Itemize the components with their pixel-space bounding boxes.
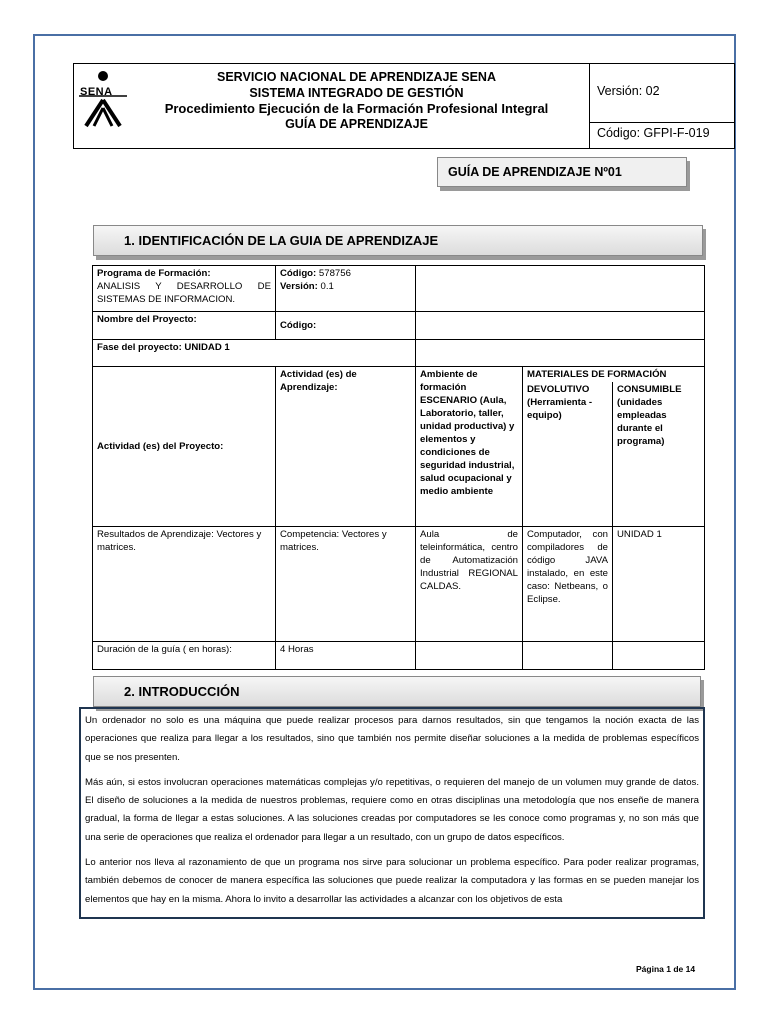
ambiente-label: Ambiente de formación ESCENARIO (Aula, Laboratorio, taller, unidad productiva) y elementos y condiciones de seguridad industrial, salud ocupacional y medio ambiente [416, 367, 523, 527]
programa-cell [93, 266, 276, 312]
programa-label: Programa de Formación: [97, 268, 211, 279]
codigo-label: Código: [280, 268, 317, 279]
version-value: 0.1 [320, 281, 334, 292]
fase-proyecto: Fase del proyecto: UNIDAD 1 [93, 340, 416, 367]
codigo-value: 578756 [318, 268, 351, 279]
intro-paragraph: Más aún, si estos involucran operaciones matemáticas complejas y/o repetitivas, o requieren del manejo de un volumen muy grande de datos. El diseño de soluciones a la medida de nuestros problemas, requiere como en otras disciplinas una metodología que nos enseñe de manera gradual, la forma de llegar a estas soluciones. A las soluciones creadas por computadores se les conoce como programas y, no son más que una serie de operaciones que realiza el ordenador para llegar a un resultado, con un grupo de datos específicos. [85, 776, 699, 843]
header-title-line: SISTEMA INTEGRADO DE GESTIÓN [249, 85, 464, 100]
document-version: Versión: 02 [597, 84, 660, 98]
header-meta [589, 64, 735, 148]
header-title-line: Procedimiento Ejecución de la Formación Profesional Integral [164, 101, 549, 116]
logo-wordmark: SENA [80, 86, 113, 98]
devolutivo-value: Computador, con compiladores de código JAVA instalado, en este caso: Netbeans, o Eclipse. [523, 526, 613, 641]
header-titles [129, 70, 584, 132]
actividad-proyecto-label: Actividad (es) del Proyecto: [93, 367, 276, 527]
section-1-heading: 1. IDENTIFICACIÓN DE LA GUIA DE APRENDIZAJE [93, 225, 703, 256]
materiales-label: MATERIALES DE FORMACIÓN [523, 367, 705, 383]
empty-cell [523, 641, 613, 669]
actividad-aprendizaje-label: Actividad (es) de Aprendizaje: [276, 367, 416, 527]
empty-cell [416, 641, 523, 669]
codigo-cell [276, 266, 416, 312]
consumible-value: UNIDAD 1 [613, 526, 705, 641]
consumible-label: CONSUMIBLE (unidades empleadas durante el programa) [613, 382, 705, 526]
ambiente-value: Aula de teleinformática, centro de Automatización Industrial REGIONAL CALDAS. [416, 526, 523, 641]
resultados-aprendizaje: Resultados de Aprendizaje: Vectores y matrices. [93, 526, 276, 641]
guide-number-box: GUÍA DE APRENDIZAJE Nº01 [437, 157, 687, 187]
introduction-text-box [79, 707, 705, 919]
intro-paragraph: Un ordenador no solo es una máquina que puede realizar procesos para darnos resultados, sin que tengamos la noción exacta de las operaciones que realiza para llegar a los resultados, sino que también nos permite diseñar soluciones a la medida de problemas específicos que se nos presenten. [85, 715, 699, 763]
document-code: Código: GFPI-F-019 [597, 126, 710, 140]
empty-cell [416, 266, 705, 312]
header-title-line: SERVICIO NACIONAL DE APRENDIZAJE SENA [217, 70, 496, 84]
page-number: Página 1 de 14 [636, 964, 696, 974]
identification-table [92, 265, 705, 670]
version-label: Versión: [280, 281, 318, 292]
empty-cell [613, 641, 705, 669]
codigo-proyecto-label: Código: [276, 312, 416, 340]
duracion-value: 4 Horas [276, 641, 416, 669]
intro-paragraph: Lo anterior nos lleva al razonamiento de que un programa nos sirve para solucionar un problema específico. Para poder realizar programas, también debemos de conocer de manera específica las soluciones que puede realizar la computadora y las formas en se pueden manejar los elementos que hay en la misma. Ahora lo invito a desarrollar las actividades a alcanzar con los objetivos de esta [85, 857, 699, 905]
document-header [73, 63, 735, 149]
sena-logo [76, 68, 130, 128]
header-title-line: GUÍA DE APRENDIZAJE [285, 116, 428, 131]
empty-cell [416, 312, 705, 340]
empty-cell [416, 340, 705, 367]
programa-value: ANALISIS Y DESARROLLO DE SISTEMAS DE INFORMACION. [97, 281, 271, 305]
competencia: Competencia: Vectores y matrices. [276, 526, 416, 641]
nombre-proyecto-label: Nombre del Proyecto: [93, 312, 276, 340]
devolutivo-label: DEVOLUTIVO (Herramienta - equipo) [523, 382, 613, 526]
section-2-heading: 2. INTRODUCCIÓN [93, 676, 701, 707]
duracion-label: Duración de la guía ( en horas): [93, 641, 276, 669]
